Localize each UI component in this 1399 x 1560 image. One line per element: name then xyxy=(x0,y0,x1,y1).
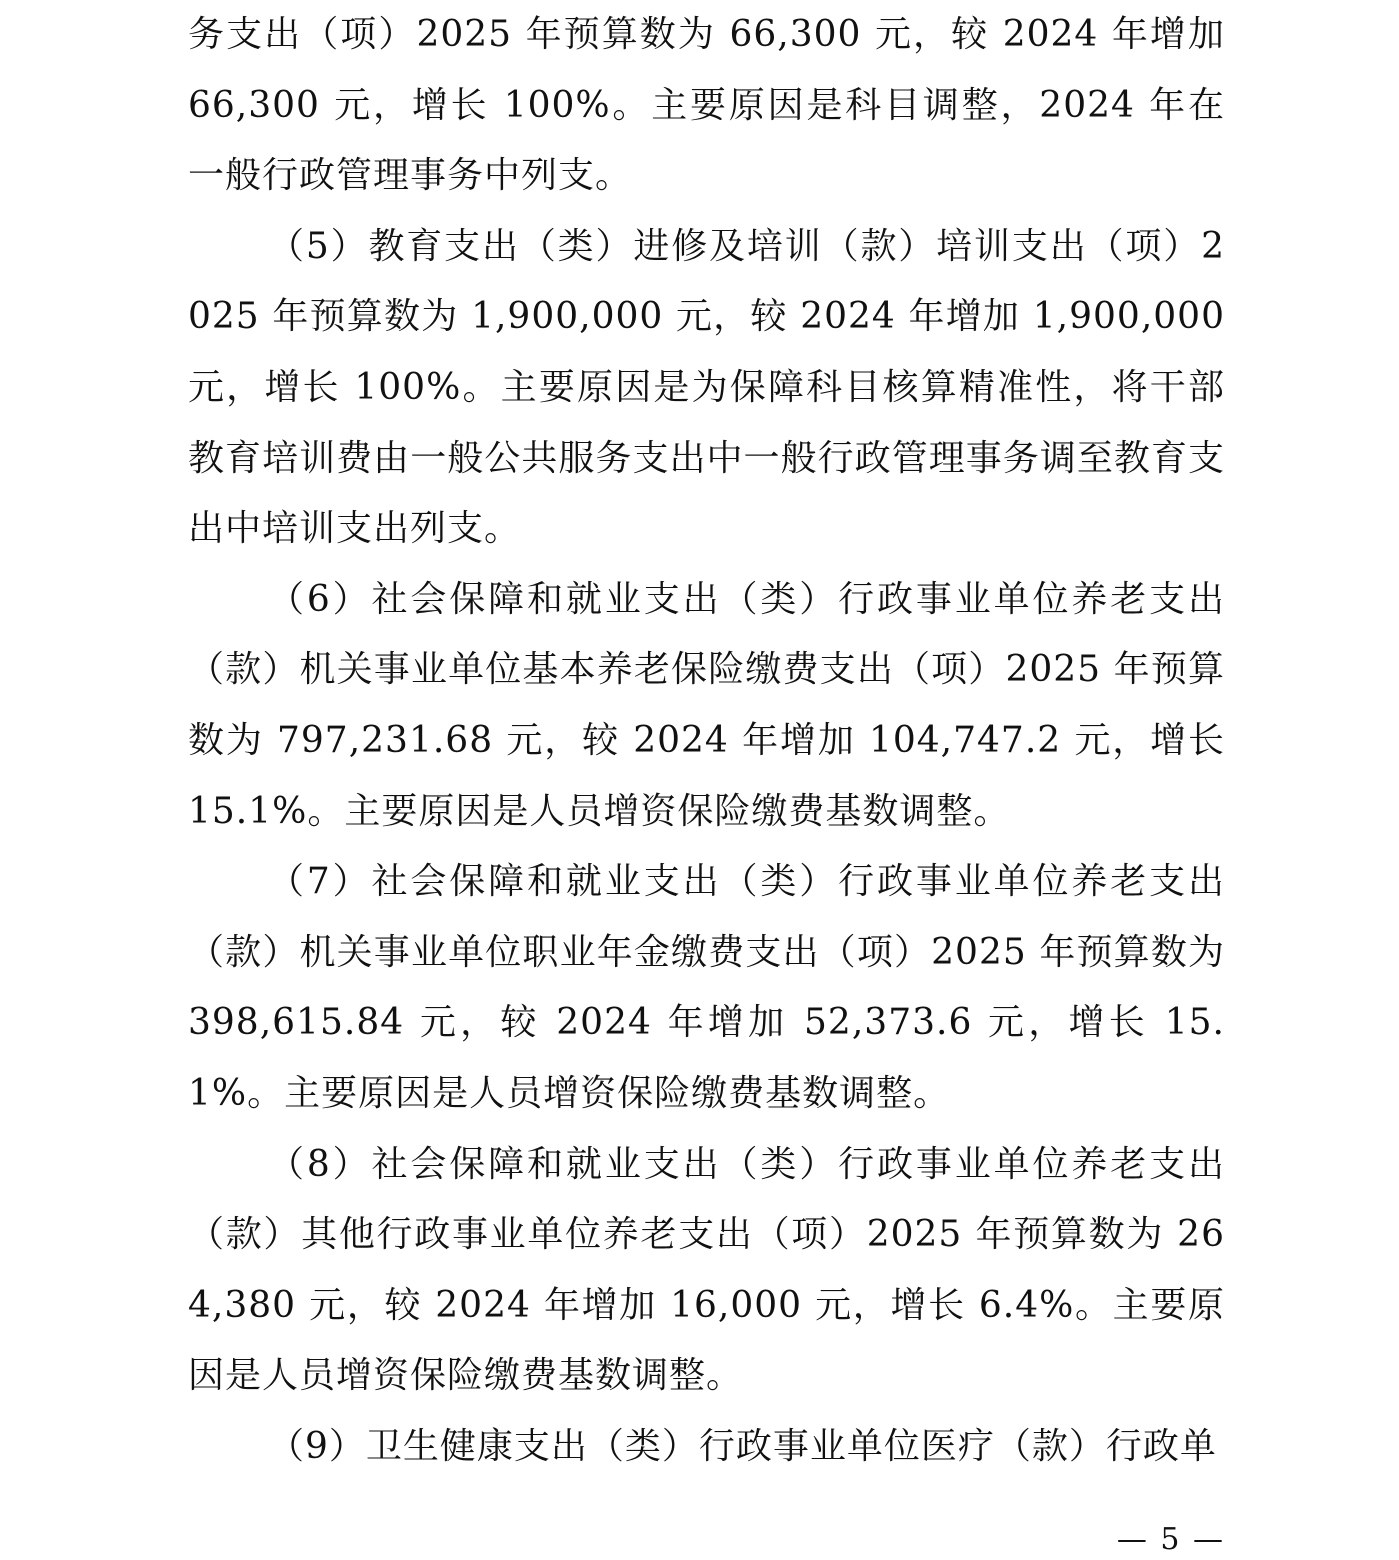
paragraph-item-7: （7）社会保障和就业支出（类）行政事业单位养老支出（款）机关事业单位职业年金缴费支出（项）2025 年预算数为 398,615.84 元，较 2024 年增加 52,373.6 元，增长 15.1%。主要原因是人员增资保险缴费基数调整。 xyxy=(188,861,1225,1114)
page-number: — 5 — xyxy=(1116,1522,1225,1557)
paragraph-item-6: （6）社会保障和就业支出（类）行政事业单位养老支出（款）机关事业单位基本养老保险缴费支出（项）2025 年预算数为 797,231.68 元，较 2024 年增加 104,747.2 元，增长 15.1%。主要原因是人员增资保险缴费基数调整。 xyxy=(188,578,1225,832)
document-body xyxy=(188,0,1225,1482)
paragraph-continued: 务支出（项）2025 年预算数为 66,300 元，较 2024 年增加 66,300 元，增长 100%。主要原因是科目调整，2024 年在一般行政管理事务中列支。 xyxy=(188,14,1225,197)
paragraph-item-5: （5）教育支出（类）进修及培训（款）培训支出（项）2025 年预算数为 1,900,000 元，较 2024 年增加 1,900,000 元，增长 100%。主要原因是为保障科目核算精准性，将干部教育培训费由一般公共服务支出中一般行政管理事务调至教育支出中培训支出列支。 xyxy=(188,225,1225,550)
paragraph-item-9: （9）卫生健康支出（类）行政事业单位医疗（款）行政单 xyxy=(268,1425,1217,1467)
paragraph-item-8: （8）社会保障和就业支出（类）行政事业单位养老支出（款）其他行政事业单位养老支出（项）2025 年预算数为 264,380 元，较 2024 年增加 16,000 元，增长 6.4%。主要原因是人员增资保险缴费基数调整。 xyxy=(188,1143,1225,1397)
